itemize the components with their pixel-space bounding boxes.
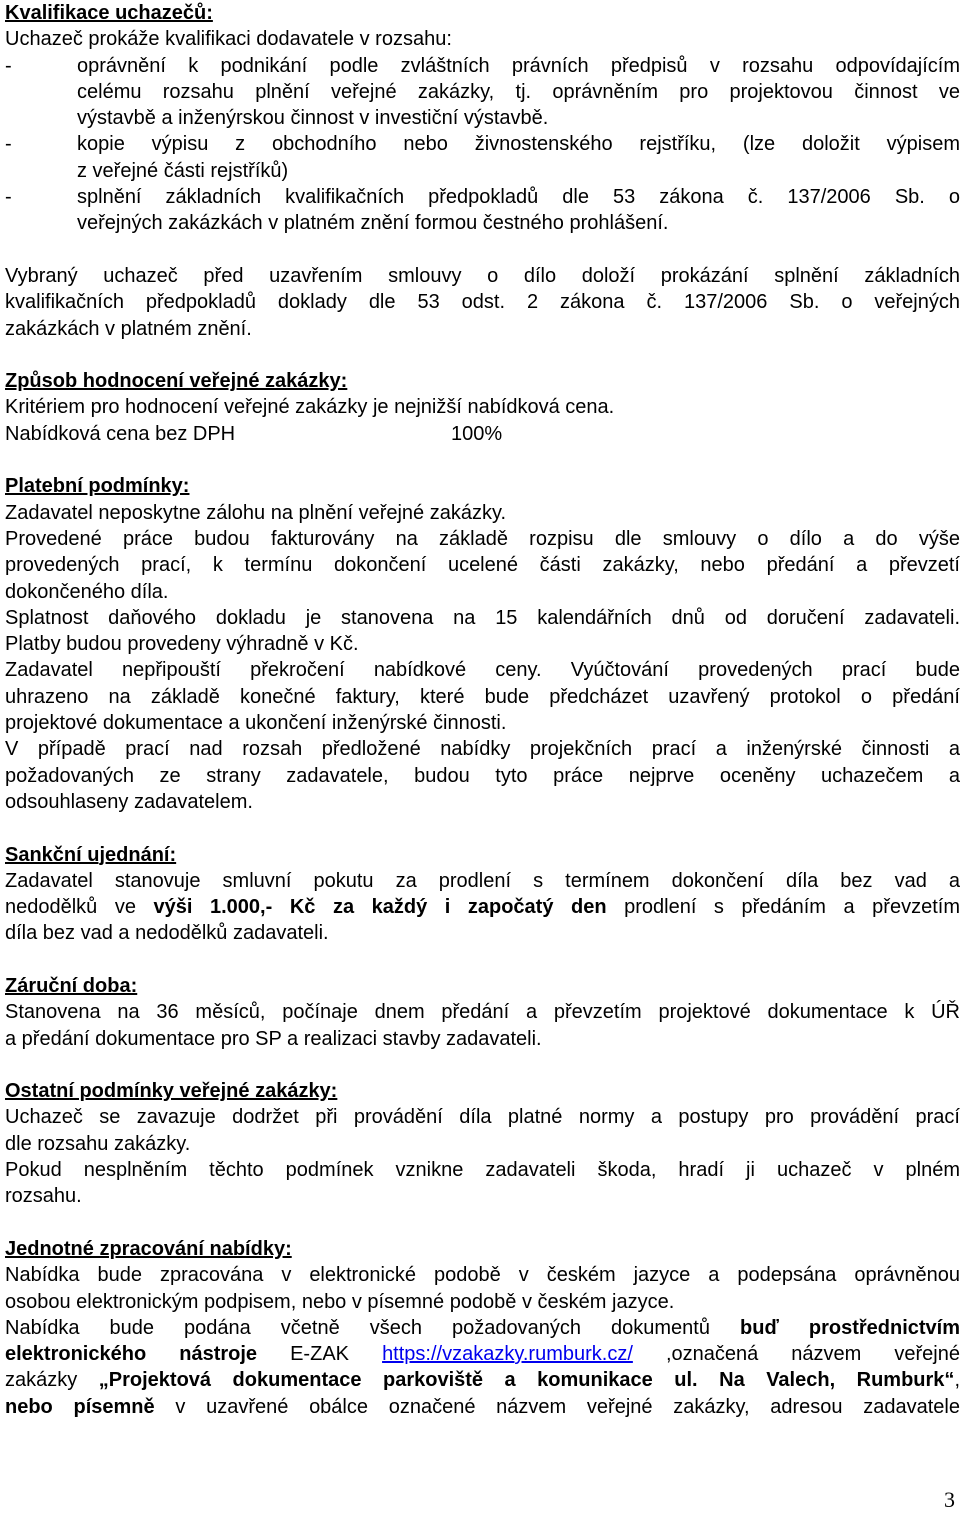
payment-text: Splatnost daňového dokladu je stanovena na 15 kalendářních dnů od doručení zadavateli.	[5, 606, 960, 629]
sanctions-text: nedodělků ve výši 1.000,- Kč za každý i započatý den prodlení s předáním a převzetím	[5, 896, 960, 919]
price-label: Nabídková cena bez DPH	[5, 422, 236, 445]
tender-name: „Projektová dokumentace parkoviště a komunikace ul. Na Valech, Rumburk“	[98, 1369, 955, 1392]
payment-text: V případě prací nad rozsah předložené nabídky projekčních prací a inženýrské činnosti a	[5, 738, 960, 761]
ezak-link[interactable]: https://vzakazky.rumburk.cz/	[382, 1343, 633, 1366]
penalty-amount: výši 1.000,- Kč za každý i započatý den	[153, 896, 607, 919]
payment-text: uhrazeno na základě konečné faktury, které bude předcházet uzavřený protokol o předání	[5, 685, 960, 708]
evaluation-heading: Způsob hodnocení veřejné zakázky:	[5, 370, 348, 393]
payment-text: dokončeného díla.	[5, 580, 169, 603]
payment-text: projektové dokumentace a ukončení inženýrské činnosti.	[5, 712, 507, 735]
price-row	[5, 421, 960, 447]
qualification-paragraph: kvalifikačních předpokladů doklady dle 53 odst. 2 zákona č. 137/2006 Sb. o veřejných	[5, 291, 960, 314]
price-weight: 100%	[451, 422, 503, 445]
payment-text: Platby budou provedeny výhradně v Kč.	[5, 633, 359, 656]
list-dash: -	[5, 186, 12, 209]
qualification-item-1-cont: výstavbě a inženýrskou činnost v investiční výstavbě.	[77, 107, 549, 130]
page-number: 3	[944, 1487, 955, 1512]
offer-heading: Jednotné zpracování nabídky:	[5, 1237, 292, 1260]
sanctions-heading: Sankční ujednání:	[5, 843, 177, 866]
other-heading: Ostatní podmínky veřejné zakázky:	[5, 1080, 338, 1103]
other-text: Uchazeč se zavazuje dodržet při provádění díla platné normy a postupy pro provádění prací	[5, 1106, 960, 1129]
warranty-text: a předání dokumentace pro SP a realizaci stavby zadavateli.	[5, 1027, 542, 1050]
sanctions-text: Zadavatel stanovuje smluvní pokutu za prodlení s termínem dokončení díla bez vad a	[5, 869, 960, 892]
qualification-item-1-cont: celému rozsahu plnění veřejné zakázky, tj. oprávněním pro projektovou činnost ve	[77, 80, 960, 103]
qualification-paragraph: zakázkách v platném znění.	[5, 317, 252, 340]
offer-text: elektronického nástroje E-ZAK https://vzakazky.rumburk.cz/ ,označená názvem veřejné	[5, 1343, 960, 1366]
payment-text: odsouhlaseny zadavatelem.	[5, 790, 253, 813]
payment-text: Zadavatel nepřipouští překročení nabídkové ceny. Vyúčtování provedených prací bude	[5, 659, 960, 682]
list-dash: -	[5, 133, 12, 156]
other-text: dle rozsahu zakázky.	[5, 1132, 191, 1155]
payment-text: provedených prací, k termínu dokončení ucelené části zakázky, nebo předání a převzetí	[5, 554, 960, 577]
offer-text: Nabídka bude zpracována v elektronické podobě v českém jazyce a podepsána oprávněnou	[5, 1264, 960, 1287]
payment-text: Zadavatel neposkytne zálohu na plnění veřejné zakázky.	[5, 501, 507, 524]
qualification-item-2-cont: z veřejné části rejstříků)	[77, 159, 289, 182]
sanctions-text: díla bez vad a nedodělků zadavateli.	[5, 922, 329, 945]
payment-text: Provedené práce budou fakturovány na základě rozpisu dle smlouvy o dílo a do výše	[5, 527, 960, 550]
document-page	[5, 0, 960, 1420]
qualification-item-2: - kopie výpisu z obchodního nebo živnostenského rejstříku, (lze doložit výpisem	[5, 131, 960, 157]
qualification-item-3: - splnění základních kvalifikačních předpokladů dle 53 zákona č. 137/2006 Sb. o	[5, 184, 960, 210]
payment-text: požadovaných ze strany zadavatele, budou tyto práce nejprve oceněny uchazečem a	[5, 764, 960, 787]
payment-heading: Platební podmínky:	[5, 475, 190, 498]
qualification-item-1: - oprávnění k podnikání podle zvláštních právních předpisů v rozsahu odpovídajícím	[5, 53, 960, 79]
offer-text: nebo písemně v uzavřené obálce označené názvem veřejné zakázky, adresou zadavatele	[5, 1395, 960, 1418]
qualification-heading: Kvalifikace uchazečů:	[5, 2, 213, 24]
offer-text: zakázky „Projektová dokumentace parkoviště a komunikace ul. Na Valech, Rumburk“,	[5, 1369, 960, 1392]
offer-text: Nabídka bude podána včetně všech požadovaných dokumentů buď prostřednictvím	[5, 1316, 960, 1339]
qualification-paragraph: Vybraný uchazeč před uzavřením smlouvy o dílo doloží prokázání splnění základních	[5, 264, 960, 287]
other-text: rozsahu.	[5, 1185, 82, 1208]
other-text: Pokud nesplněním těchto podmínek vznikne zadavateli škoda, hradí ji uchazeč v plném	[5, 1159, 960, 1182]
warranty-heading: Záruční doba:	[5, 974, 138, 997]
offer-text: osobou elektronickým podpisem, nebo v písemné podobě v českém jazyce.	[5, 1290, 675, 1313]
evaluation-criterion: Kritériem pro hodnocení veřejné zakázky je nejnižší nabídková cena.	[5, 396, 615, 419]
qualification-item-3-cont: veřejných zakázkách v platném znění formou čestného prohlášení.	[77, 212, 669, 235]
list-dash: -	[5, 54, 12, 77]
warranty-text: Stanovena na 36 měsíců, počínaje dnem předání a převzetím projektové dokumentace k ÚŘ	[5, 1001, 960, 1024]
qualification-intro: Uchazeč prokáže kvalifikaci dodavatele v rozsahu:	[5, 28, 452, 51]
